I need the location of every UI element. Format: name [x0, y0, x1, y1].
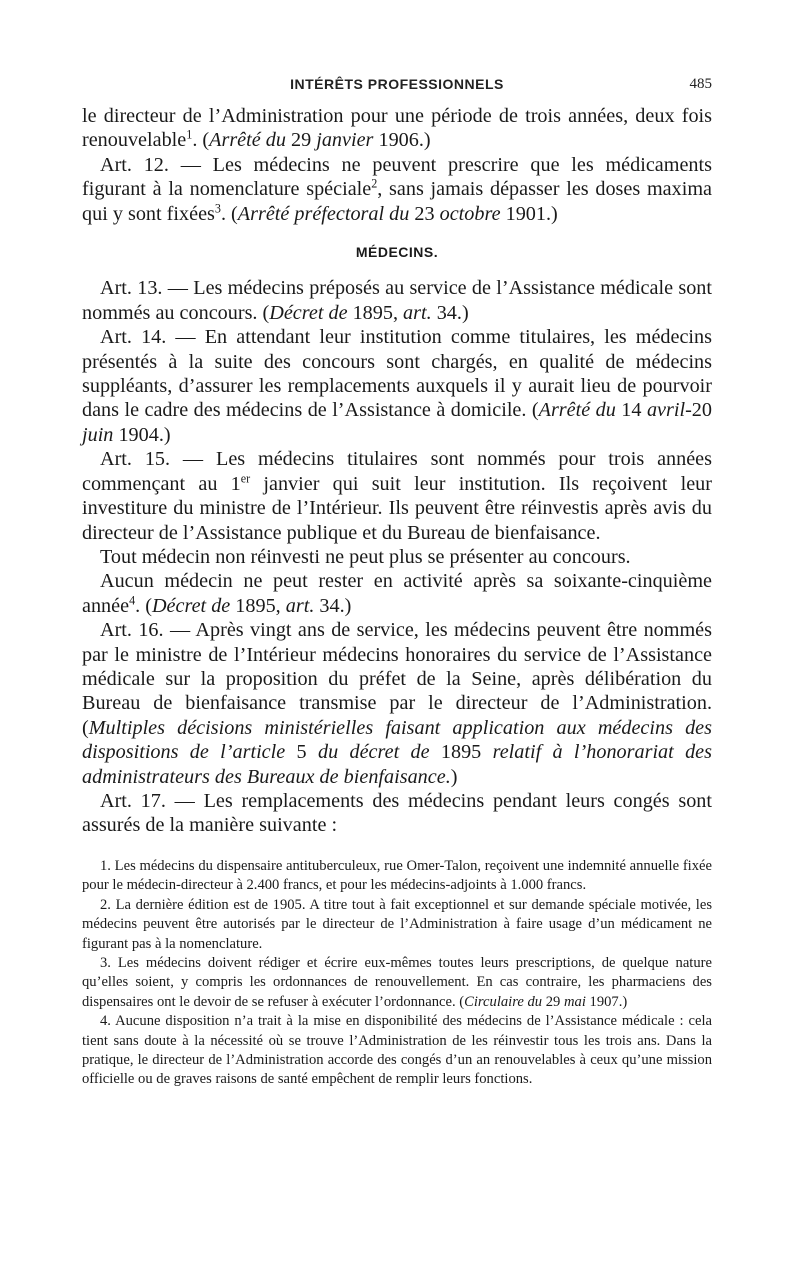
page-header: [82, 76, 712, 98]
article-14: Art. 14. — En attendant leur institution comme titulaires, les médecins présentés à la suite des concours sont chargés, en qualité de médecins suppléants, d’assurer les remplacements auxquels il y aurait lieu de pourvoir dans le cadre des médecins de l’Assistance à domicile. (Arrêté du 14 avril-20 juin 1904.): [82, 326, 712, 446]
article-15-paragraph-3: Aucun médecin ne peut rester en activité après sa soixante-cinquième année$^4$. (Décret de 1895, art. 34.): [82, 570, 712, 617]
footnote-ref: 3: [214, 201, 221, 216]
article-16: Art. 16. — Après vingt ans de service, les médecins peuvent être nommés par le ministre de l’Intérieur médecins honoraires du service de l’Assistance médicale sur la proposition du préfet de la Seine, après délibération du Bureau de bienfaisance transmise par le directeur de l’Administration. (Multiples décisions ministérielles faisant application aux médecins des dispositions de l’article 5 du décret de 1895 relatif à l’honorariat des administrateurs des Bureaux de bienfaisance.): [82, 619, 712, 788]
paragraph-continuation: le directeur de l’Administration pour une période de trois années, deux fois renouvelable$^1$. (Arrêté du 29 janvier 1906.): [82, 105, 712, 152]
article-15-paragraph-2: Tout médecin non réinvesti ne peut plus se présenter au concours.: [100, 545, 631, 568]
main-text: [82, 104, 712, 838]
footnote-3: 3. Les médecins doivent rédiger et écrire eux-mêmes toutes leurs prescriptions, de quelque nature qu’elles soient, y compris les ordonnances de renouvellement. En cas contraire, les pharmaciens des dispensaires ont le devoir de se refuser à exécuter l’ordonnance. (Circulaire du 29 mai 1907.): [82, 955, 712, 1010]
article-15: Art. 15. — Les médecins titulaires sont nommés pour trois années commençant au 1er janvier qui suit leur institution. Ils reçoivent leur investiture du ministre de l’Intérieur. Ils peuvent être réinvestis après avis du directeur de l’Assistance publique et du Bureau de bienfaisance.: [82, 448, 712, 544]
article-13: Art. 13. — Les médecins préposés au service de l’Assistance médicale sont nommés au concours. (Décret de 1895, art. 34.): [82, 277, 712, 324]
footnote-4: 4. Aucune disposition n’a trait à la mise en disponibilité des médecins de l’Assistance médicale : cela tient sans doute à la nécessité où se trouve l’Administration de les réinvestir tous les trois ans. Dans la pratique, le directeur de l’Administration accorde des congés d’un an renouvelables à ceux qu’une mission officielle ou de graves raisons de santé empêchent de remplir leurs fonctions.: [82, 1013, 712, 1088]
running-title: INTÉRÊTS PROFESSIONNELS: [290, 76, 504, 92]
page-number: 485: [689, 76, 712, 92]
footnote-1: 1. Les médecins du dispensaire antituberculeux, rue Omer-Talon, reçoivent une indemnité annuelle fixée pour le médecin-directeur à 2.400 francs, et pour les médecins-adjoints à 1.000 francs.: [82, 858, 712, 894]
footnote-ref: 4: [129, 593, 136, 608]
footnote-ref: 1: [186, 128, 193, 143]
footnote-ref: 2: [371, 176, 378, 191]
footnote-2: 2. La dernière édition est de 1905. A titre tout à fait exceptionnel et sur demande spéciale motivée, les médecins peuvent être autorisés par le directeur de l’Administration à faire usage d’un médicament ne figurant pas à la nomenclature.: [82, 896, 712, 952]
footnotes: [82, 857, 712, 1090]
article-17: Art. 17. — Les remplacements des médecins pendant leurs congés sont assurés de la manière suivante :: [82, 789, 712, 837]
article-12: Art. 12. — Les médecins ne peuvent prescrire que les médicaments figurant à la nomenclature spéciale$^2$, sans jamais dépasser les doses maxima qui y sont fixées$^3$. (Arrêté préfectoral du 23 octobre 1901.): [82, 153, 712, 225]
section-heading: MÉDECINS.: [355, 244, 439, 261]
